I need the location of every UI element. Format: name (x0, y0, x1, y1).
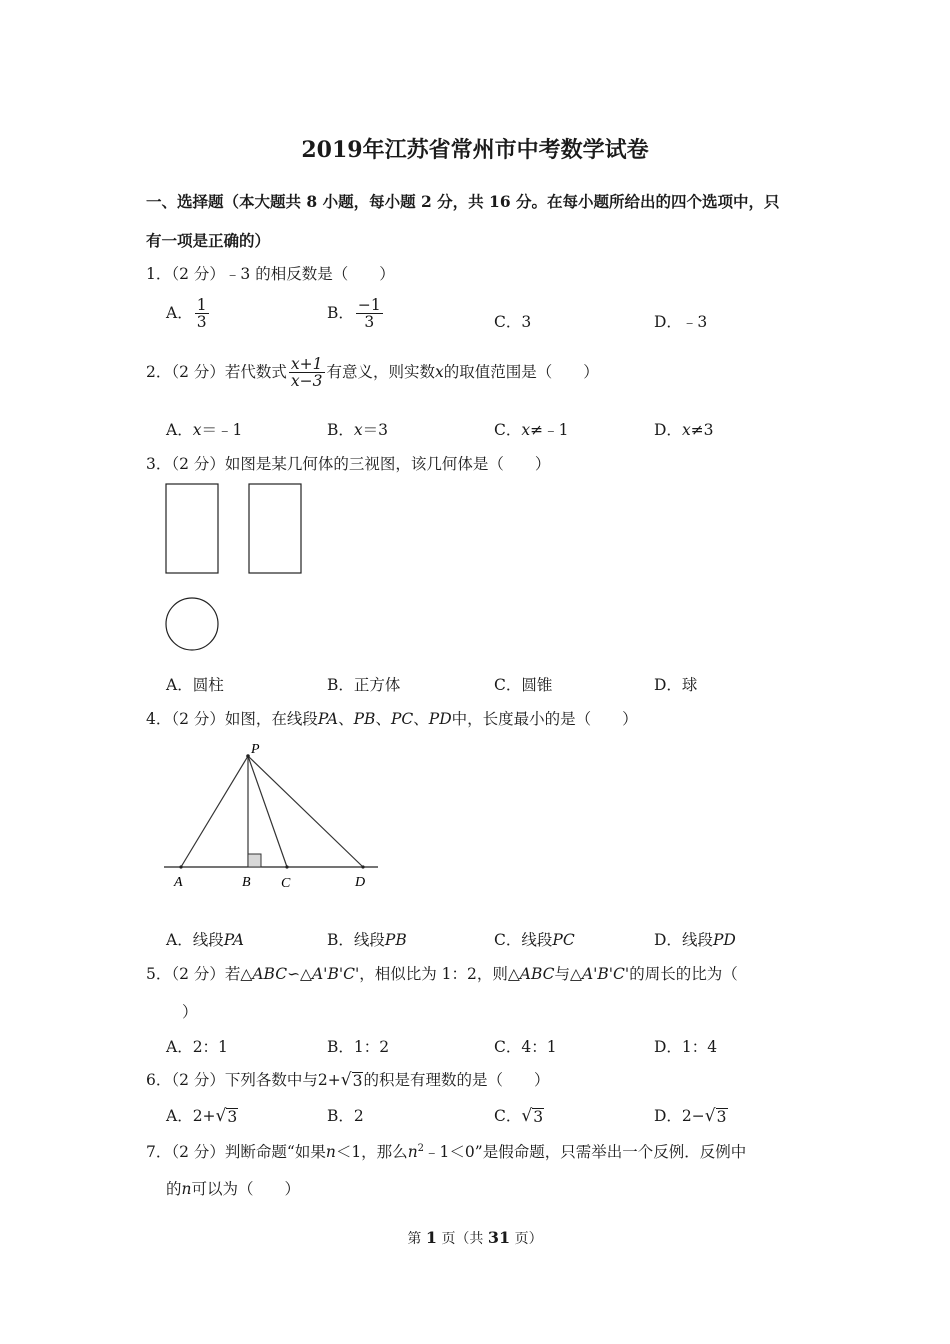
q4-c-label: C． (494, 931, 522, 949)
q2-c-label: C． (494, 421, 522, 439)
q4-sep-2: 、 (375, 710, 391, 728)
q2-b-var: x (353, 421, 363, 439)
q2-option-a (166, 418, 242, 440)
q6-d-label: D．2− (654, 1107, 705, 1125)
q2-a-label: A． (166, 421, 193, 439)
q6-option-b: B．2 (327, 1107, 364, 1125)
question-5-stem (146, 962, 738, 984)
question-6-stem (146, 1068, 550, 1090)
q2-variable: x (435, 362, 444, 381)
front-view-rectangle (166, 484, 218, 573)
q6-suffix: 的积是有理数的是（ ） (363, 1071, 550, 1089)
q5-sim: ∽△ (287, 965, 312, 983)
point-p (246, 754, 250, 758)
q6-sqrt: √ 3 (340, 1070, 363, 1090)
q2-option-c (494, 418, 568, 440)
q7-lt1: ＜1，那么 (335, 1143, 408, 1161)
q2-mid: 有意义，则实数 (326, 362, 436, 381)
q7-n-2: n (407, 1143, 418, 1161)
q4-option-b (327, 928, 407, 950)
q6-c-sqrt: √ 3 (521, 1106, 544, 1126)
q6-sqrt-3: 3 (352, 1072, 363, 1090)
q5-option-c: C．4：1 (494, 1038, 557, 1056)
question-7-stem (146, 1140, 746, 1162)
q4-a-prefix: 线段 (192, 931, 224, 949)
q2-d-var: x (681, 421, 691, 439)
q5-mid2: 与△ (554, 965, 582, 983)
section-heading-line1: 一、选择题（本大题共 8 小题，每小题 2 分，共 16 分。在每小题所给出的四个选项中，只 (146, 192, 780, 211)
q3-option-c: C．圆锥 (494, 676, 553, 694)
footer-mid: 页（共 (441, 1231, 484, 1247)
q2-c-var: x (521, 421, 531, 439)
question-2-stem (146, 356, 599, 390)
q1-option-b (327, 297, 385, 331)
label-p: P (251, 742, 260, 757)
label-d: D (355, 875, 366, 890)
q1-option-a-label: A． (166, 303, 193, 322)
question-1-stem: 1．（2 分）﹣3 的相反数是（ ） (146, 265, 395, 283)
q2-a-rest: ＝﹣1 (201, 421, 243, 439)
label-a: A (174, 875, 183, 890)
segment-pa (181, 756, 248, 867)
q2-denominator: x−3 (290, 372, 323, 391)
q2-suffix: 的取值范围是（ ） (443, 362, 599, 381)
q6-prefix: 6．（2 分）下列各数中与 (146, 1071, 318, 1089)
exam-title: 2019年江苏省常州市中考数学试卷 (301, 137, 649, 163)
q2-b-label: B． (327, 421, 354, 439)
point-a (179, 865, 182, 868)
footer-page-number: 1 (425, 1228, 437, 1247)
q4-sep-3: 、 (413, 710, 429, 728)
footer-pre: 第 (407, 1231, 422, 1247)
section-heading-line2: 有一项是正确的） (146, 231, 271, 250)
q2-d-rest: ≠3 (690, 421, 714, 439)
q4-option-d (654, 928, 736, 950)
q5-option-d: D．1：4 (654, 1038, 718, 1056)
q5-abc-2: ABC (519, 965, 555, 983)
q6-two: 2+ (317, 1071, 341, 1089)
q2-numerator: x+1 (290, 355, 323, 373)
q1-a-denominator: 3 (196, 313, 207, 332)
q7-rest: ﹣1＜0”是假命题，只需举出一个反例．反例中 (424, 1143, 747, 1161)
top-view-circle (166, 598, 218, 650)
question-3-stem: 3．（2 分）如图是某几何体的三视图，该几何体是（ ） (146, 455, 551, 473)
q4-b-label: B． (327, 931, 354, 949)
q6-c-label: C． (494, 1107, 522, 1125)
q4-a-label: A． (166, 931, 193, 949)
q4-prefix: 4．（2 分）如图，在线段 (146, 710, 318, 728)
point-d (361, 865, 364, 868)
q4-suffix: 中，长度最小的是（ ） (451, 710, 638, 728)
q2-option-d (654, 418, 714, 440)
q6-d-sqrt: √ 3 (704, 1106, 727, 1126)
point-c (285, 865, 288, 868)
q5-option-b: B．1：2 (327, 1038, 390, 1056)
page-footer (0, 1228, 950, 1248)
q6-c-sqrt-3: 3 (533, 1108, 544, 1126)
q3-option-a: A．圆柱 (166, 676, 224, 694)
footer-post: 页） (514, 1231, 543, 1247)
question-7-line2 (166, 1177, 300, 1199)
q4-option-c (494, 928, 575, 950)
q5-prefix: 5．（2 分）若△ (146, 965, 253, 983)
q3-option-b: B．正方体 (327, 676, 401, 694)
q4-d-prefix: 线段 (681, 931, 713, 949)
side-view-rectangle (249, 484, 301, 573)
label-c: C (281, 876, 291, 891)
q4-c-prefix: 线段 (521, 931, 553, 949)
q5-option-a: A．2：1 (166, 1038, 228, 1056)
q4-b-seg: PB (384, 931, 407, 949)
q7-line2a: 的 (166, 1180, 182, 1198)
q4-sep-1: 、 (338, 710, 354, 728)
q2-b-rest: ＝3 (362, 421, 389, 439)
q2-d-label: D． (654, 421, 682, 439)
three-view-figure (160, 478, 310, 656)
q4-c-seg: PC (552, 931, 575, 949)
q7-square: 2 (417, 1142, 425, 1154)
footer-total-pages: 31 (487, 1228, 511, 1247)
q6-option-d (654, 1104, 728, 1126)
q2-option-b (327, 418, 388, 440)
q7-prefix: 7．（2 分）判断命题“如果 (146, 1143, 326, 1161)
q1-b-denominator: 3 (364, 313, 375, 332)
q4-a-seg: PA (223, 931, 244, 949)
q2-prefix: 2．（2 分）若代数式 (146, 362, 287, 381)
q4-seg-pd: PD (428, 710, 452, 728)
q4-seg-pa: PA (317, 710, 339, 728)
q6-option-a (166, 1104, 238, 1126)
q1-option-c: C．3 (494, 313, 532, 331)
q4-b-prefix: 线段 (353, 931, 385, 949)
q3-option-d: D．球 (654, 676, 698, 694)
q5-abc2-2: A'B'C' (581, 965, 630, 983)
q4-option-a (166, 928, 244, 950)
q7-n-3: n (181, 1180, 192, 1198)
q5-abc-1: ABC (252, 965, 288, 983)
q1-a-numerator: 1 (196, 296, 207, 314)
q5-mid: ，相似比为 1：2，则△ (359, 965, 520, 983)
q4-d-seg: PD (712, 931, 736, 949)
q4-seg-pb: PB (353, 710, 376, 728)
q1-option-b-fraction (356, 297, 383, 331)
q6-a-label: A．2+ (166, 1107, 216, 1125)
q7-n-1: n (325, 1143, 336, 1161)
question-5-line2: ） (182, 1003, 198, 1021)
q1-b-numerator: −1 (357, 296, 381, 314)
segment-pd (248, 756, 363, 867)
q2-c-rest: ≠﹣1 (530, 421, 569, 439)
label-b: B (242, 875, 251, 890)
q1-option-a (166, 297, 211, 331)
q4-seg-pc: PC (390, 710, 414, 728)
q5-suffix: 的周长的比为（ (629, 965, 738, 983)
segment-pc (248, 756, 287, 867)
q6-option-c (494, 1104, 544, 1126)
q1-option-a-fraction (195, 297, 209, 331)
q1-option-b-label: B． (327, 303, 354, 322)
q4-d-label: D． (654, 931, 682, 949)
right-angle-mark (248, 854, 261, 867)
q7-line2b: 可以为（ ） (191, 1180, 301, 1198)
q1-option-d: D．﹣3 (654, 313, 708, 331)
q2-a-var: x (192, 421, 202, 439)
segments-figure (160, 736, 385, 896)
q5-abc2-1: A'B'C' (311, 965, 360, 983)
question-4-stem (146, 707, 638, 729)
q2-fraction (289, 356, 325, 390)
q6-a-sqrt-3: 3 (227, 1108, 238, 1126)
q6-a-sqrt: √ 3 (215, 1106, 238, 1126)
q6-d-sqrt-3: 3 (716, 1108, 727, 1126)
